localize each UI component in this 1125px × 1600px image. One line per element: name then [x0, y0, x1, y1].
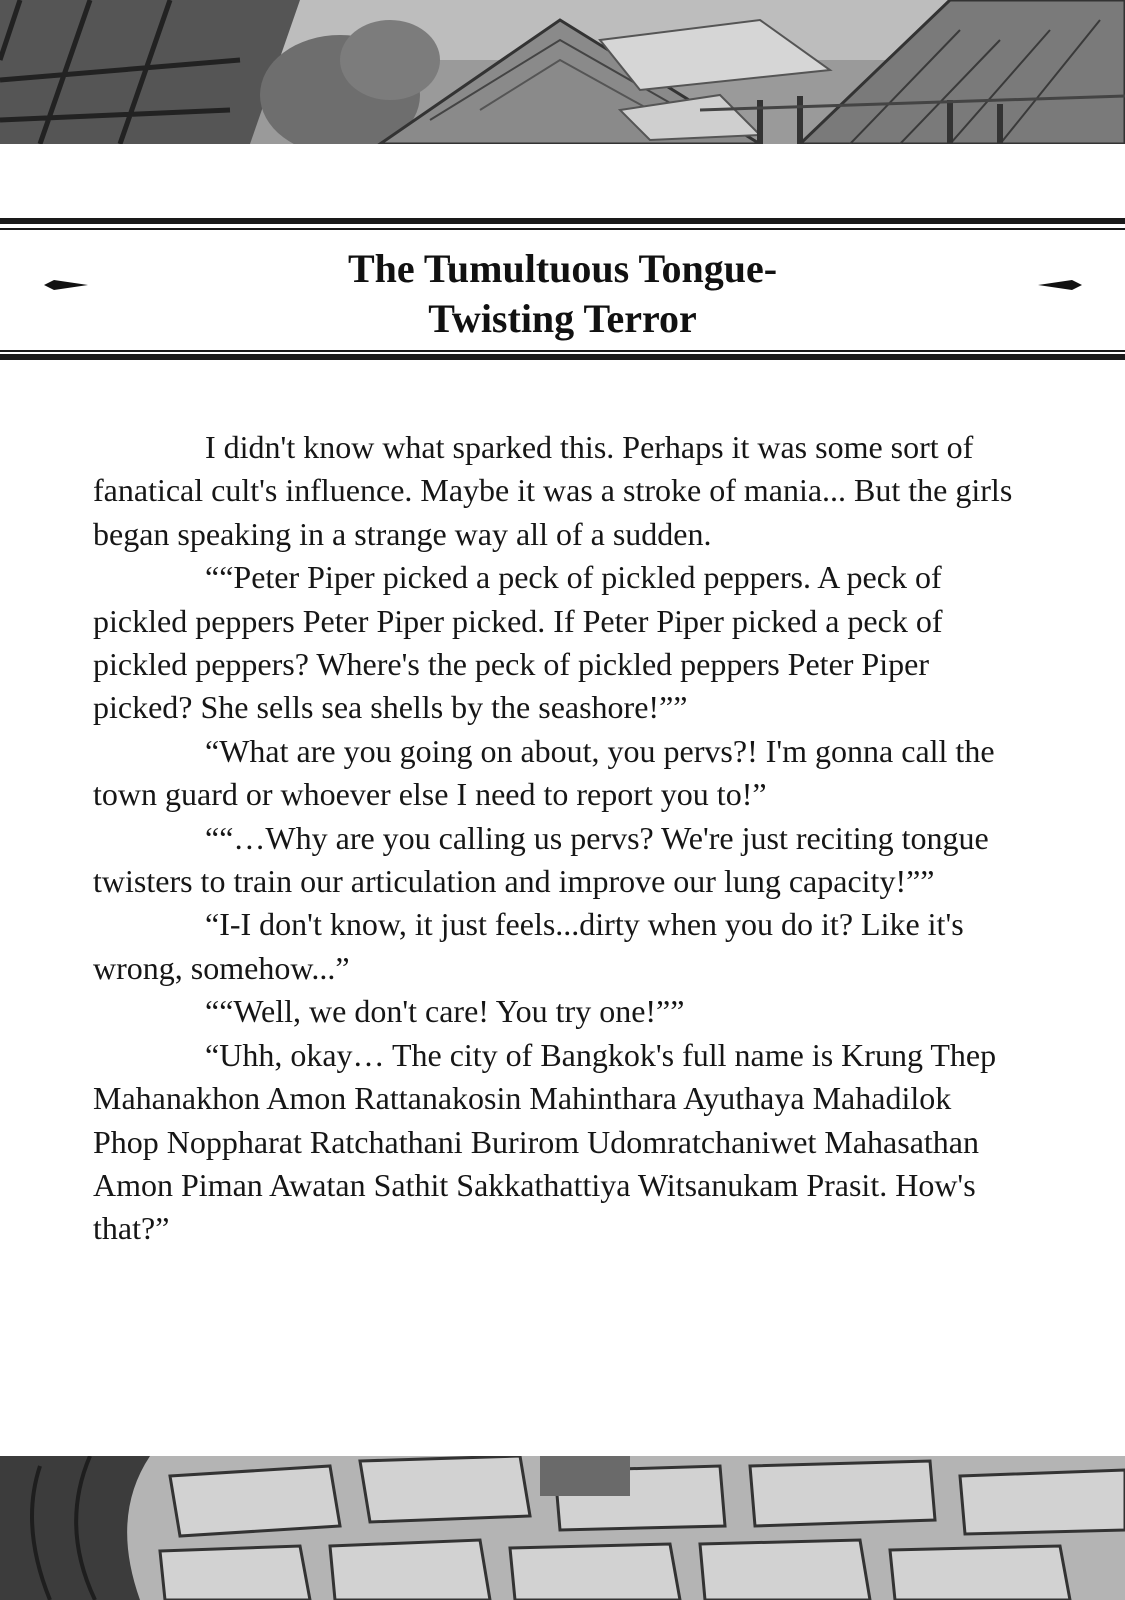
- title-band-bottom-rule-thin: [0, 350, 1125, 352]
- title-band-bottom-rule: [0, 354, 1125, 360]
- paragraph: “Uhh, okay… The city of Bangkok's full name is Krung Thep Mahanakhon Amon Rattanakosin Mahinthara Ayuthaya Mahadilok Phop Noppharat Ratchathani Burirom Udomratchaniwet Mahasathan Amon Piman Awatan Sathit Sakkathattiya Witsanukam Prasit. How's that?”: [93, 1036, 997, 1247]
- footer-illustration: [0, 1456, 1125, 1600]
- chapter-title: [0, 244, 1125, 344]
- paragraph: “I-I don't know, it just feels...dirty when you do it? Like it's wrong, somehow...”: [93, 906, 964, 986]
- left-diamond-ornament-icon: [44, 280, 88, 290]
- title-band-top-rule-thin: [0, 228, 1125, 230]
- paragraph: ““Well, we don't care! You try one!””: [205, 993, 685, 1030]
- chapter-title-line2: Twisting Terror: [428, 296, 697, 341]
- right-diamond-ornament-icon: [1038, 280, 1082, 290]
- chapter-title-band: [0, 218, 1125, 364]
- title-band-top-rule: [0, 218, 1125, 224]
- chapter-title-line1: The Tumultuous Tongue-: [347, 246, 778, 291]
- paragraph: ““Peter Piper picked a peck of pickled peppers. A peck of pickled peppers Peter Piper picked. If Peter Piper picked a peck of pickled peppers? Where's the peck of pickled peppers Peter Piper picked? She sells sea shells by the seashore!””: [93, 559, 943, 726]
- header-illustration: [0, 0, 1125, 144]
- paragraph: I didn't know what sparked this. Perhaps it was some sort of fanatical cult's influence. Maybe it was a stroke of mania... But the girls began speaking in a strange way all of a sudden.: [93, 429, 1013, 552]
- paragraph: “What are you going on about, you pervs?! I'm gonna call the town guard or whoever else I need to report you to!”: [93, 732, 995, 813]
- paragraph: ““…Why are you calling us pervs? We're just reciting tongue twisters to train our articulation and improve our lung capacity!””: [93, 819, 989, 900]
- page-body: [93, 426, 1013, 1251]
